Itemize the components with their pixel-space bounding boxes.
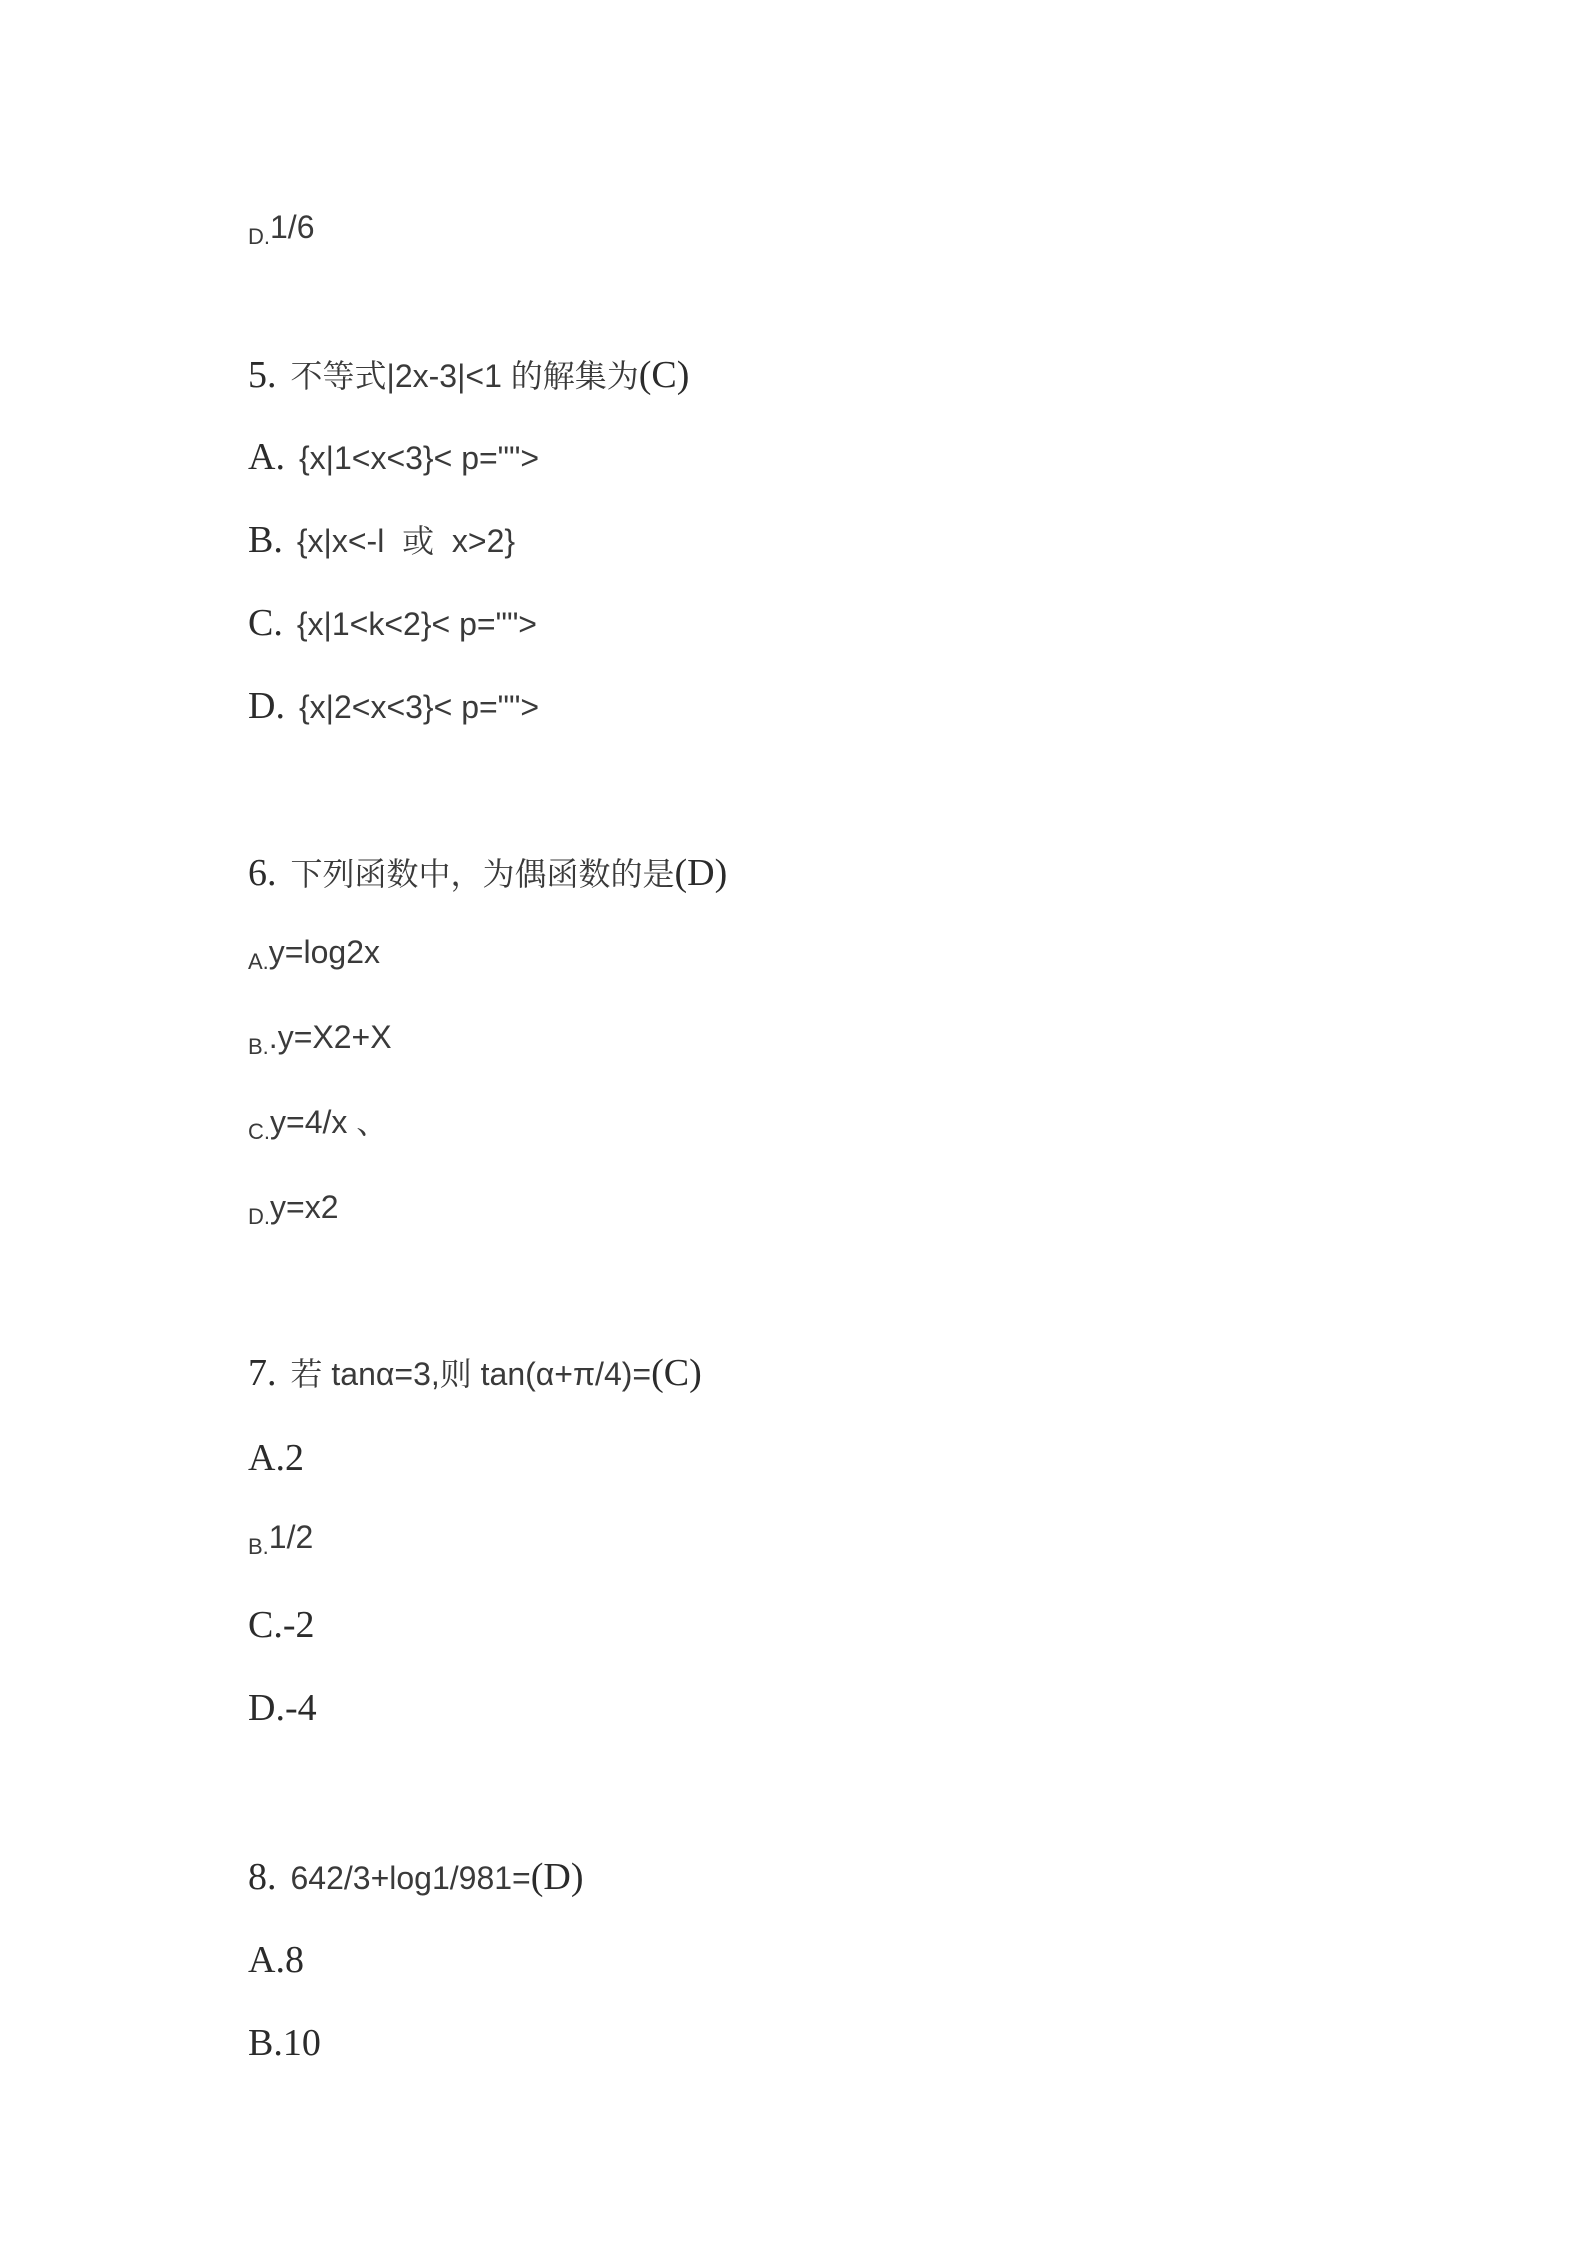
answer-key: (D) bbox=[674, 852, 728, 894]
q5-question bbox=[240, 340, 689, 394]
answer-key: (D) bbox=[530, 1856, 584, 1898]
q7-option-c bbox=[240, 1590, 315, 1644]
option-text: {x|1<k<2}< p=""> bbox=[296, 606, 537, 642]
option-text: 2 bbox=[284, 1437, 304, 1479]
option-text: .y=X2+X bbox=[268, 1019, 392, 1055]
option-label: D. bbox=[248, 685, 285, 727]
option-text: -2 bbox=[282, 1604, 315, 1646]
q4-option-d bbox=[240, 195, 315, 249]
answer-key: (C) bbox=[638, 354, 690, 396]
option-label: D. bbox=[248, 224, 270, 249]
q5-option-b bbox=[240, 505, 515, 559]
q7-question bbox=[240, 1338, 702, 1392]
q6-option-a bbox=[240, 920, 380, 974]
question-number: 8. bbox=[248, 1856, 277, 1898]
q7-option-b bbox=[240, 1505, 314, 1559]
question-stem: 642/3+log1/981= bbox=[290, 1860, 531, 1896]
q5-option-a bbox=[240, 422, 539, 476]
option-label: B. bbox=[248, 1034, 269, 1059]
option-text: 1/6 bbox=[270, 209, 315, 245]
q8-question bbox=[240, 1842, 584, 1896]
option-text: {x|2<x<3}< p=""> bbox=[298, 689, 540, 725]
q6-option-b bbox=[240, 1005, 392, 1059]
option-label: D. bbox=[248, 1687, 285, 1729]
option-label: A. bbox=[248, 949, 269, 974]
q6-question bbox=[240, 838, 727, 892]
q7-option-d bbox=[240, 1673, 317, 1727]
option-text: 8 bbox=[284, 1939, 304, 1981]
q5-option-c bbox=[240, 588, 537, 642]
q5-option-d bbox=[240, 671, 539, 725]
option-text: y=x2 bbox=[270, 1189, 339, 1225]
option-text: -4 bbox=[284, 1687, 317, 1729]
option-label: A. bbox=[248, 436, 285, 478]
question-stem: 下列函数中，为偶函数的是 bbox=[290, 856, 675, 892]
q6-option-c bbox=[240, 1090, 389, 1144]
question-number: 7. bbox=[248, 1352, 277, 1394]
option-label: C. bbox=[248, 602, 283, 644]
option-text: 1/2 bbox=[268, 1519, 314, 1555]
option-label: D. bbox=[248, 1204, 270, 1229]
question-stem: 不等式|2x-3|<1 的解集为 bbox=[290, 358, 639, 394]
q8-option-a bbox=[240, 1925, 304, 1979]
question-number: 6. bbox=[248, 852, 277, 894]
option-label: A. bbox=[248, 1939, 285, 1981]
option-text: {x|x<-l 或 x>2} bbox=[296, 523, 516, 559]
q6-option-d bbox=[240, 1175, 339, 1229]
option-label: B. bbox=[248, 1534, 269, 1559]
question-number: 5. bbox=[248, 354, 277, 396]
question-stem: 若 tanα=3,则 tan(α+π/4)= bbox=[290, 1356, 652, 1392]
option-text: y=4/x 、 bbox=[270, 1104, 389, 1140]
q7-option-a bbox=[240, 1423, 304, 1477]
option-label: C. bbox=[248, 1119, 270, 1144]
option-text: {x|1<x<3}< p=""> bbox=[298, 440, 540, 476]
option-label: B. bbox=[248, 2022, 283, 2064]
answer-key: (C) bbox=[651, 1352, 702, 1394]
option-label: C. bbox=[248, 1604, 283, 1646]
option-text: y=log2x bbox=[268, 934, 380, 970]
option-label: A. bbox=[248, 1437, 285, 1479]
q8-option-b bbox=[240, 2008, 321, 2062]
option-text: 10 bbox=[282, 2022, 321, 2064]
option-label: B. bbox=[248, 519, 283, 561]
